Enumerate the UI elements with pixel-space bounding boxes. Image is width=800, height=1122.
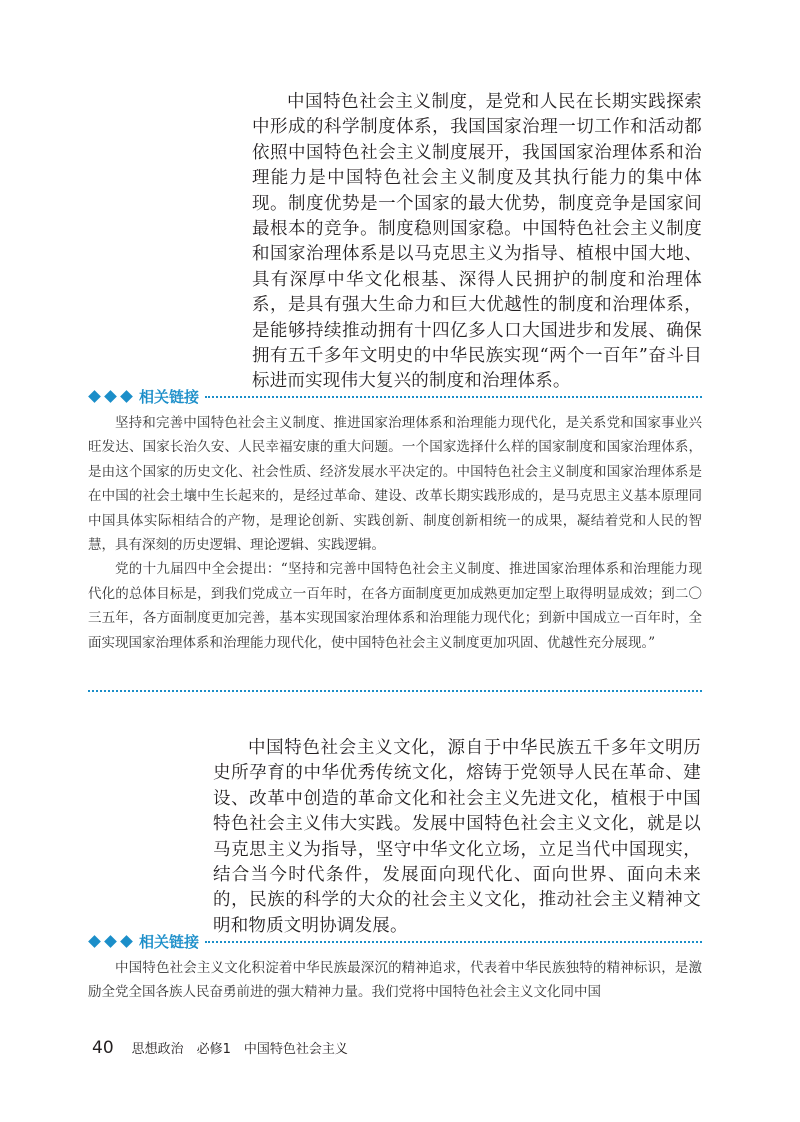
book-title: 思想政治 必修1 中国特色社会主义 (131, 1042, 348, 1057)
related-link-body-2 (88, 956, 702, 1006)
related-link-paragraph: 党的十九届四中全会提出：“坚持和完善中国特色社会主义制度、推进国家治理体系和治理能力现代化的总体目标是，到我们党成立一百年时，在各方面制度更加成熟更加定型上取得明显成效；到二〇三五年，各方面制度更加完善，基本实现国家治理体系和治理能力现代化；到新中国成立一百年时，全面实现国家治理体系和治理能力现代化，使中国特色社会主义制度更加巩固、优越性充分展现。” (88, 561, 702, 651)
main-paragraph-2: 中国特色社会主义文化，源自于中华民族五千多年文明历史所孕育的中华优秀传统文化，熔铸于党领导人民在革命、建设、改革中创造的革命文化和社会主义先进文化，植根于中国特色社会主义伟大实践。发展中国特色社会主义文化，就是以马克思主义为指导，坚守中华文化立场，立足当代中国现实，结合当今时代条件，发展面向现代化、面向世界、面向未来的，民族的科学的大众的社会主义文化，推动社会主义精神文明和物质文明协调发展。 (213, 738, 701, 936)
dotted-divider (205, 941, 702, 943)
dotted-divider-bottom (88, 690, 702, 692)
diamond-bullets-icon (88, 392, 133, 401)
related-link-title-2: 相关链接 (139, 932, 200, 951)
related-link-header-1 (88, 385, 702, 407)
page-number: 40 (92, 1038, 114, 1058)
page-footer (92, 1038, 348, 1058)
main-paragraph-1: 中国特色社会主义制度，是党和人民在长期实践探索中形成的科学制度体系，我国国家治理一切工作和活动都依照中国特色社会主义制度展开，我国国家治理体系和治理能力是中国特色社会主义制度及其执行能力的集中体现。制度优势是一个国家的最大优势，制度竞争是国家间最根本的竞争。制度稳则国家稳。中国特色社会主义制度和国家治理体系是以马克思主义为指导、植根中国大地、具有深厚中华文化根基、深得人民拥护的制度和治理体系，是具有强大生命力和巨大优越性的制度和治理体系，是能够持续推动拥有十四亿多人口大国进步和发展、确保拥有五千多年文明史的中华民族实现“两个一百年”奋斗目标进而实现伟大复兴的制度和治理体系。 (252, 92, 702, 392)
related-link-paragraph: 坚持和完善中国特色社会主义制度、推进国家治理体系和治理能力现代化，是关系党和国家事业兴旺发达、国家长治久安、人民幸福安康的重大问题。一个国家选择什么样的国家制度和国家治理体系，是由这个国家的历史文化、社会性质、经济发展水平决定的。中国特色社会主义制度和国家治理体系是在中国的社会土壤中生长起来的，是经过革命、建设、改革长期实践形成的，是马克思主义基本原理同中国具体实际相结合的产物，是理论创新、实践创新、制度创新相统一的成果，凝结着党和人民的智慧，具有深刻的历史逻辑、理论逻辑、实践逻辑。 (88, 415, 702, 554)
related-link-title-1: 相关链接 (139, 387, 200, 406)
dotted-divider (205, 396, 702, 398)
related-link-paragraph: 中国特色社会主义文化积淀着中华民族最深沉的精神追求，代表着中华民族独特的精神标识，是激励全党全国各族人民奋勇前进的强大精神力量。我们党将中国特色社会主义文化同中国 (88, 960, 702, 1001)
related-link-body-1 (88, 411, 702, 655)
diamond-bullets-icon (88, 937, 133, 946)
related-link-header-2 (88, 930, 702, 952)
